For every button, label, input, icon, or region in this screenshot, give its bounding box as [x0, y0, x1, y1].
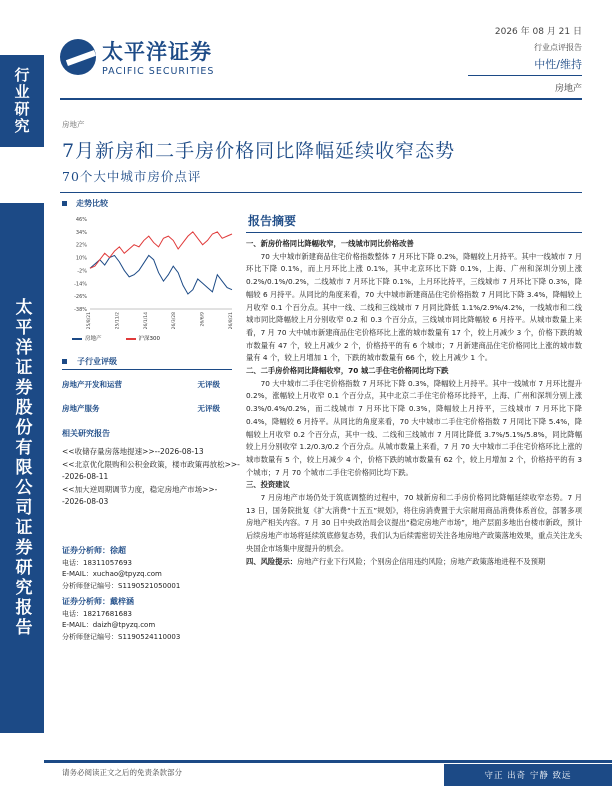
y-tick-label: 10% — [75, 255, 87, 262]
trend-chart — [62, 213, 237, 353]
chart-legend — [72, 334, 160, 342]
y-tick-label: -38% — [74, 307, 87, 313]
x-tick-label: 25/11/2 — [115, 312, 121, 330]
analyst-cert: 分析师登记编号：S1190524110003 — [62, 632, 181, 641]
section-body: 7 月房地产市场仍处于筑底调整的过程中，70 城新房和二手房价格同比降幅延续收窄态势。7 月 13 日，国务院批复《扩大消费“十五五”规划》，将住房消费置于大宗耐用商品消费体系首位，部署多项房地产相关内容。7 月 30 日中央政治局会议提出“稳定房地产市场”，地产层面多地出台楼市新政，预计后续房地产市场将延续筑底修复态势，我们认为后续需密切关注各地房地产政策落地效果，重点关注龙头央国企市场集中度提升的机会。 — [246, 493, 582, 553]
analyst-card — [62, 596, 240, 643]
section-body: 房地产行业下行风险；个别房企信用违约风险；房地产政策落地进程不及预期 — [297, 556, 546, 566]
top-divider — [60, 98, 582, 100]
sidebar-company — [0, 203, 44, 733]
x-tick-label: 26/1/14 — [143, 312, 149, 330]
logo-cn-name: 太平洋证券 — [102, 40, 212, 64]
abstract-body — [246, 238, 582, 568]
sub-rating-table — [62, 378, 232, 414]
disclaimer-note: 请务必阅读正文之后的免责条款部分 — [62, 768, 182, 777]
series-line-0 — [90, 255, 232, 294]
footer-divider — [44, 760, 612, 763]
industry-label: 房地产 — [554, 84, 582, 94]
analyst-email[interactable]: E-MAIL：daizh@tpyzq.com — [62, 621, 156, 629]
report-subtitle: 70个大中城市房价点评 — [62, 169, 202, 184]
y-tick-label: 22% — [75, 242, 87, 249]
analyst-card — [62, 545, 240, 592]
analyst-phone: 电话：18217681683 — [62, 609, 132, 618]
legend-item-realestate: 房地产 — [72, 334, 102, 342]
section-title: 四、风险提示： — [246, 556, 298, 566]
y-tick-label: 34% — [75, 229, 87, 236]
sidebar-industry-research — [0, 55, 44, 147]
company-motto: 守正 出奇 宁静 致远 — [444, 764, 612, 786]
company-logo — [60, 36, 214, 77]
analyst-label: 证券分析师： — [62, 597, 110, 606]
trend-heading — [62, 198, 232, 209]
y-tick-label: 46% — [75, 217, 87, 223]
sector-label: 房地产 — [62, 120, 85, 129]
analyst-name: 徐超 — [110, 546, 126, 555]
analyst-email[interactable]: E-MAIL：xuchao@tpyzq.com — [62, 570, 162, 578]
related-research-list — [62, 446, 240, 509]
trend-chart-svg — [62, 213, 237, 331]
x-tick-label: 25/8/21 — [87, 312, 92, 330]
report-title: 7月新房和二手房价格同比降幅延续收窄态势 — [62, 140, 456, 162]
section-body: 70 大中城市二手住宅价格指数 7 月环比下降 0.3%，降幅较上月持平。其中一线城市 7 月环比提升 0.2%，涨幅较上月收窄 0.1 个百分点，其中北京二手住宅价格环比持平，上海、广州和深圳分别上涨 0.3%/0.4%/0.2%，而二线城市 7 月环比下降 0.3%，降幅较上月持平，三线城市 7 月环比下降 0.4%，降幅较 6 月持平。从同比的角度来看，70 大中城市二手住宅价格指数 7 月同比下降 5.4%，降幅较上月收窄 0.2 个百分点，其中一线、二线和三线城市 7 月同比降低 3.7%/5.1%/5.8%，同比降幅较上月分别收窄 1.2/0.3/0.2 个百分点。从城市数量上来看，7 月 70 大中城市二手住宅价格环比上涨的城市数量有 5 个，较上月减少 4 个，价格下跌的城市数量有 62 个，较上月增加 2 个，价格持平的有 3 个城市；7 月 70 个城市二手住宅价格同比均下跌。 — [246, 378, 582, 477]
section-title: 三、投资建议 — [246, 480, 290, 490]
x-tick-label: 26/6/9 — [200, 312, 206, 327]
rating-name: 房地产开发和运营 — [62, 379, 122, 389]
sub-rating-heading: 子行业评级 — [62, 356, 232, 370]
sidebar-top-label: 行业研究 — [12, 67, 31, 135]
report-type: 行业点评报告 — [534, 43, 582, 52]
series-line-1 — [90, 232, 232, 268]
research-link[interactable]: <<北京优化限购和公积金政策，楼市政策再放松>>--2026-08-11 — [62, 459, 240, 481]
x-tick-label: 26/3/28 — [172, 312, 178, 330]
section-body: 70 大中城市新建商品住宅价格指数整体 7 月环比下降 0.2%，降幅较上月持平。其中一线城市 7 月环比下降 0.1%，而上月环比上涨 0.1%，其中北京环比下降 0.1%，上海、广州和深圳分别上涨 0.2%/0.1%/0.2%，二线城市 7 月环比下降 0.1%，上月环比持平，三线城市 7 月环比下降 0.3%，降幅较 6 月持平。从同比的角度来看，70 大中城市新建商品住宅价格指数 7 月同比下降 3.4%，降幅较上月收窄 0.1 个百分点。其中一线、二线和三线城市 7 月同比降低 1.1%/2.9%/4.2%，一线城市和二线城市同比降幅较上月分别收窄 0.2 和 0.3 个百分点，三线城市同比降幅较 6 月持平。从城市数量上来看，7 月 70 大中城市新建商品住宅价格环比上涨的城市数量有 17 个，较上月减少 3 个，价格下跌的城市数量有 47 个，较上月减少 2 个，价格持平的有 6 个城市；7 月新建商品住宅价格同比上涨的城市数量有 4 个，较上月增加 1 个，下跌的城市数量有 66 个，较上月减少 1 个。 — [246, 251, 582, 363]
analyst-name: 戴梓涵 — [110, 597, 134, 606]
x-tick-label: 26/8/21 — [229, 312, 234, 330]
sidebar-bottom-label: 太平洋证券股份有限公司证券研究报告 — [11, 298, 32, 638]
y-tick-label: -2% — [77, 268, 87, 275]
sidebar — [0, 0, 44, 792]
analyst-phone: 电话：18311057693 — [62, 558, 132, 567]
header-divider — [468, 75, 582, 76]
y-tick-label: -14% — [74, 281, 87, 288]
logo-icon — [60, 39, 96, 75]
rating-row — [62, 402, 232, 414]
analyst-label: 证券分析师： — [62, 546, 110, 555]
abstract-heading: 报告摘要 — [248, 214, 297, 228]
legend-item-hs300: 沪深300 — [126, 334, 161, 342]
rating-value: 无评级 — [197, 379, 220, 389]
section-title: 一、新房价格同比降幅收窄，一线城市同比价格改善 — [246, 239, 414, 248]
section-title: 二、二手房价格同比降幅收窄，70 城二手住宅价格同比均下跌 — [246, 366, 449, 376]
y-tick-label: -26% — [74, 294, 87, 301]
logo-en-name: PACIFIC SECURITIES — [102, 66, 215, 77]
rating-value: 无评级 — [197, 403, 220, 413]
abstract-divider — [246, 232, 582, 233]
research-link[interactable]: <<加大逆周期调节力度，稳定房地产市场>>--2026-08-03 — [62, 484, 218, 506]
research-link[interactable]: <<收储存量房落地提速>>--2026-08-13 — [62, 447, 204, 456]
rating-name: 房地产服务 — [62, 403, 100, 413]
title-divider — [60, 192, 582, 193]
related-research-heading: 相关研究报告 — [62, 429, 110, 438]
report-date: 2026 年 08 月 21 日 — [494, 27, 582, 37]
industry-rating: 中性/维持 — [534, 58, 582, 71]
trend-heading-text: 走势比较 — [76, 199, 108, 208]
rating-row — [62, 378, 232, 390]
analyst-cert: 分析师登记编号：S1190521050001 — [62, 581, 181, 590]
